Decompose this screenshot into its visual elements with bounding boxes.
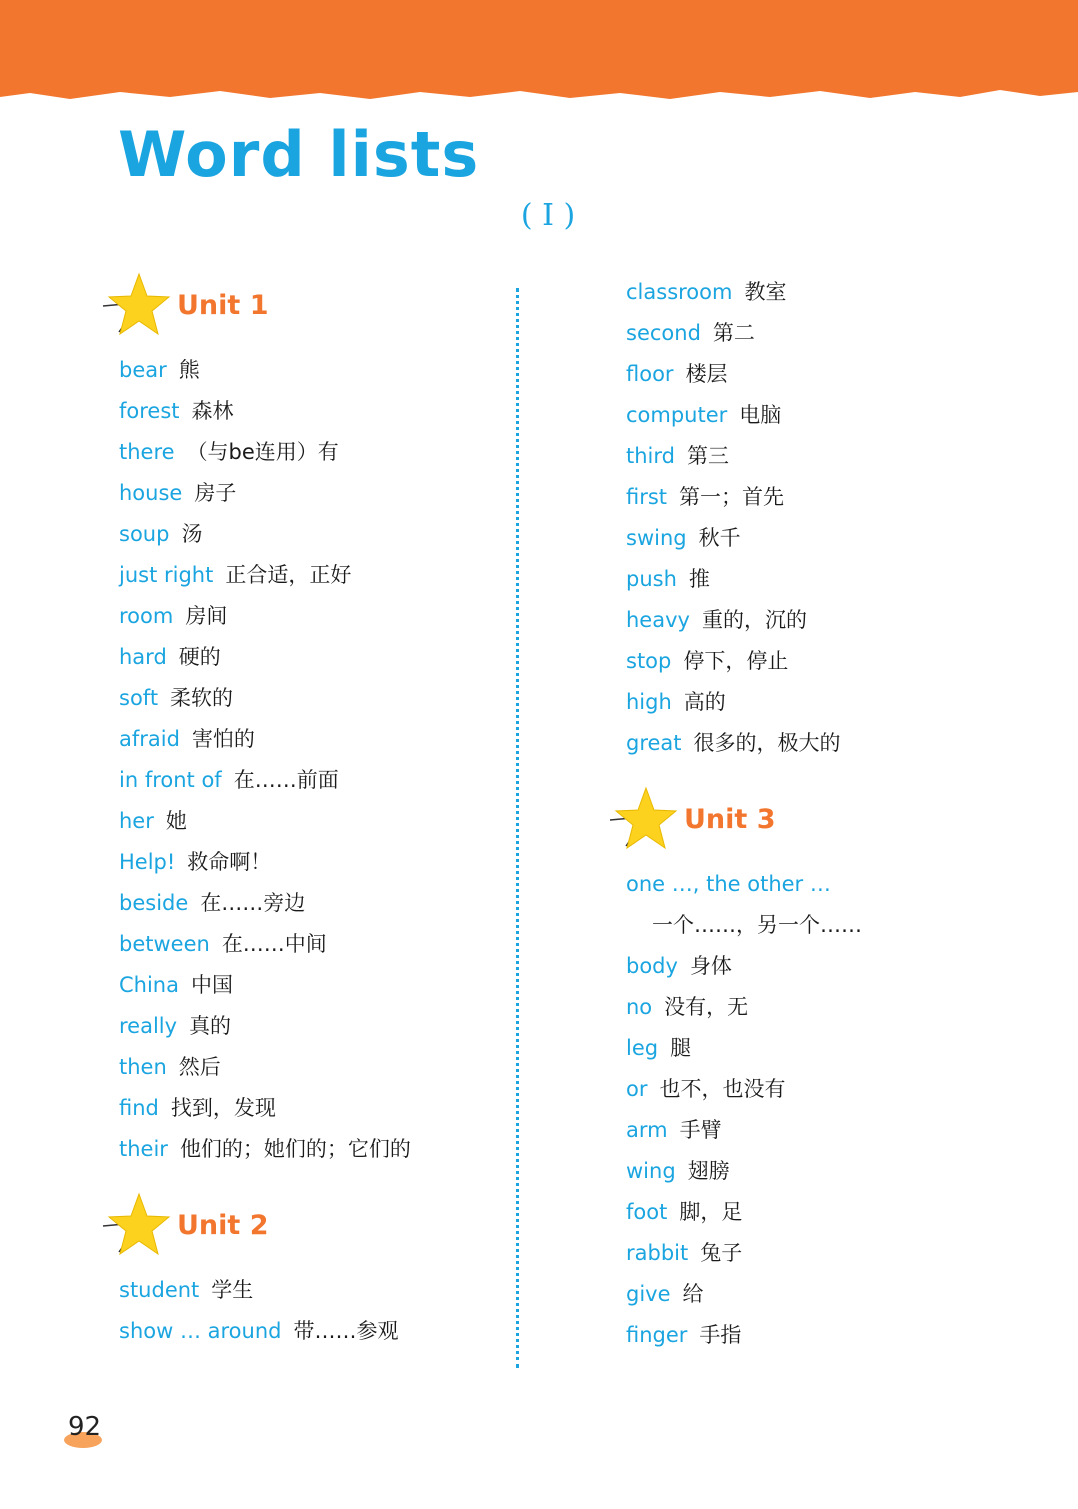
word-entry-translation (626, 905, 1026, 946)
word-chinese: 硬的 (178, 645, 221, 669)
word-english: just right (119, 563, 214, 587)
word-english: give (626, 1282, 671, 1306)
unit-1-heading (119, 280, 519, 344)
word-chinese: 房间 (185, 604, 228, 628)
word-entry (626, 600, 1026, 641)
word-entry (626, 1315, 1026, 1356)
word-english: body (626, 954, 678, 978)
word-chinese: 脚，足 (679, 1200, 743, 1224)
page-number-text: 92 (68, 1412, 102, 1442)
word-english: third (626, 444, 675, 468)
word-chinese: 在……前面 (233, 768, 339, 792)
word-entry (626, 864, 1026, 905)
word-entry (119, 924, 519, 965)
word-english: heavy (626, 608, 690, 632)
word-english: second (626, 321, 701, 345)
word-english: there (119, 440, 175, 464)
word-english: swing (626, 526, 687, 550)
word-chinese: 一个……，另一个…… (652, 913, 862, 937)
word-english: first (626, 485, 668, 509)
right-column (626, 272, 1026, 1356)
word-chinese: 秋千 (698, 526, 741, 550)
word-english: arm (626, 1118, 668, 1142)
word-chinese: 他们的；她们的；它们的 (179, 1137, 411, 1161)
word-english: China (119, 973, 179, 997)
word-chinese: 害怕的 (191, 727, 255, 751)
word-english: great (626, 731, 682, 755)
word-chinese: 翅膀 (687, 1159, 730, 1183)
word-entry (119, 1270, 519, 1311)
word-english: floor (626, 362, 674, 386)
top-orange-band (0, 0, 1078, 110)
word-english: no (626, 995, 653, 1019)
word-entry (626, 1028, 1026, 1069)
word-entry (119, 801, 519, 842)
word-english: beside (119, 891, 189, 915)
word-entry (626, 354, 1026, 395)
word-entry (119, 350, 519, 391)
word-chinese: 中国 (191, 973, 233, 997)
word-chinese: 手臂 (679, 1118, 722, 1142)
word-english: really (119, 1014, 178, 1038)
word-entry (626, 477, 1026, 518)
unit-1-word-list (119, 350, 519, 1170)
word-entry (626, 1151, 1026, 1192)
word-chinese: 真的 (189, 1014, 232, 1038)
word-entry (119, 432, 519, 473)
word-english: finger (626, 1323, 688, 1347)
word-entry (626, 395, 1026, 436)
word-chinese: 给 (682, 1282, 704, 1306)
word-entry (119, 883, 519, 924)
page-title: Word lists (118, 118, 480, 191)
word-chinese: 第一；首先 (679, 485, 785, 509)
word-entry (626, 723, 1026, 764)
word-english: push (626, 567, 677, 591)
word-entry (119, 1129, 519, 1170)
word-entry (119, 1311, 519, 1352)
word-chinese: 正合适，正好 (225, 563, 352, 587)
word-chinese: 高的 (683, 690, 726, 714)
word-chinese: 也不，也没有 (659, 1077, 786, 1101)
word-english: soup (119, 522, 170, 546)
word-chinese: 重的，沉的 (701, 608, 807, 632)
unit-2-heading (119, 1200, 519, 1264)
unit-2-word-list (119, 1270, 519, 1352)
word-entry (626, 1233, 1026, 1274)
word-chinese: 很多的，极大的 (693, 731, 841, 755)
word-english: bear (119, 358, 167, 382)
word-chinese: 腿 (670, 1036, 692, 1060)
word-chinese: 在……中间 (221, 932, 327, 956)
word-entry (626, 1069, 1026, 1110)
word-english: their (119, 1137, 168, 1161)
word-entry (626, 436, 1026, 477)
word-entry (626, 518, 1026, 559)
word-english: find (119, 1096, 159, 1120)
word-chinese: 森林 (191, 399, 234, 423)
word-entry (119, 1088, 519, 1129)
word-entry (626, 641, 1026, 682)
word-english: afraid (119, 727, 180, 751)
word-entry (626, 682, 1026, 723)
word-chinese: 汤 (181, 522, 203, 546)
word-entry (119, 637, 519, 678)
word-chinese: 手指 (699, 1323, 742, 1347)
word-chinese: 房子 (194, 481, 237, 505)
word-entry (626, 946, 1026, 987)
word-chinese: 熊 (178, 358, 200, 382)
word-chinese: 在……旁边 (200, 891, 306, 915)
word-entry (119, 514, 519, 555)
word-entry (119, 678, 519, 719)
unit-1-title: Unit 1 (177, 290, 269, 321)
word-entry (119, 760, 519, 801)
star-icon (101, 1190, 171, 1262)
word-entry (626, 1192, 1026, 1233)
word-entry (119, 555, 519, 596)
unit-3-title: Unit 3 (684, 804, 776, 835)
word-entry (119, 391, 519, 432)
word-english: classroom (626, 280, 733, 304)
word-english: show … around (119, 1319, 282, 1343)
word-english: room (119, 604, 174, 628)
word-entry (626, 313, 1026, 354)
word-entry (119, 842, 519, 883)
word-entry (626, 559, 1026, 600)
word-chinese: 教室 (744, 280, 787, 304)
word-english: her (119, 809, 154, 833)
word-entry (119, 1006, 519, 1047)
word-chinese: （与be连用）有 (186, 440, 339, 464)
word-english: Help! (119, 850, 176, 874)
word-chinese: 推 (688, 567, 710, 591)
page-subtitle: ( I ) (520, 198, 576, 233)
word-chinese: 第二 (712, 321, 755, 345)
page-number (60, 1410, 110, 1450)
word-entry (119, 965, 519, 1006)
word-english: wing (626, 1159, 676, 1183)
unit-3-heading (626, 794, 1026, 858)
left-column (119, 290, 519, 1352)
word-english: in front of (119, 768, 222, 792)
unit-2-title: Unit 2 (177, 1210, 269, 1241)
word-chinese: 她 (165, 809, 187, 833)
word-chinese: 电脑 (739, 403, 782, 427)
word-english: high (626, 690, 672, 714)
word-english: foot (626, 1200, 668, 1224)
word-entry (119, 719, 519, 760)
word-chinese: 第三 (686, 444, 729, 468)
word-english: hard (119, 645, 167, 669)
word-entry (119, 1047, 519, 1088)
unit-3-word-list (626, 946, 1026, 1356)
word-chinese: 然后 (178, 1055, 221, 1079)
word-chinese: 找到，发现 (170, 1096, 276, 1120)
word-english: stop (626, 649, 672, 673)
word-english: student (119, 1278, 200, 1302)
word-entry (626, 987, 1026, 1028)
word-entry (626, 1110, 1026, 1151)
word-chinese: 救命啊！ (187, 850, 272, 874)
word-chinese: 兔子 (700, 1241, 743, 1265)
word-english: soft (119, 686, 159, 710)
word-english: rabbit (626, 1241, 689, 1265)
word-chinese: 身体 (689, 954, 732, 978)
word-entry (626, 1274, 1026, 1315)
word-english: then (119, 1055, 167, 1079)
word-english: forest (119, 399, 180, 423)
word-english: leg (626, 1036, 659, 1060)
word-entry (626, 272, 1026, 313)
unit-2-continued-word-list (626, 272, 1026, 764)
word-english: house (119, 481, 183, 505)
word-chinese: 柔软的 (170, 686, 234, 710)
word-chinese: 没有，无 (664, 995, 749, 1019)
word-chinese: 带……参观 (293, 1319, 399, 1343)
star-icon (608, 784, 678, 856)
word-english: between (119, 932, 210, 956)
word-english: one …, the other … (626, 872, 831, 896)
word-chinese: 学生 (211, 1278, 254, 1302)
word-english: or (626, 1077, 648, 1101)
word-entry (119, 473, 519, 514)
word-chinese: 停下，停止 (683, 649, 789, 673)
star-icon (101, 270, 171, 342)
word-english: computer (626, 403, 728, 427)
word-entry (119, 596, 519, 637)
word-chinese: 楼层 (685, 362, 728, 386)
